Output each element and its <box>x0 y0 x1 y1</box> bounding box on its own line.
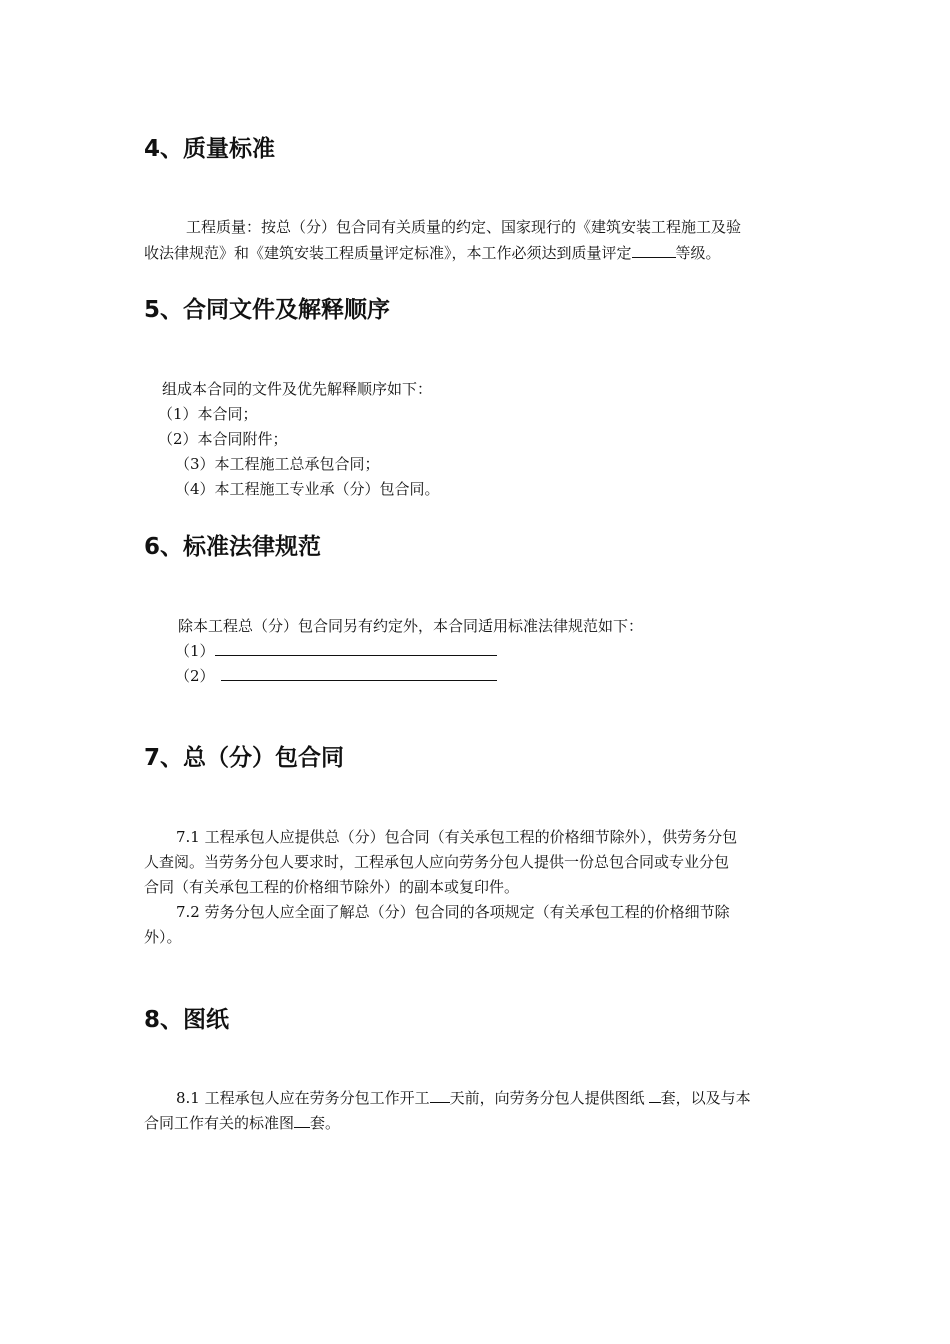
paragraph-line: 组成本合同的文件及优先解释顺序如下： <box>162 380 433 398</box>
paragraph-line: 合同（有关承包工程的价格细节除外）的副本或复印件。 <box>144 878 520 896</box>
paragraph-line: 人查阅。当劳务分包人要求时，工程承包人应向劳务分包人提供一份总包合同或专业分包 <box>144 853 730 871</box>
list-item-label: （2） <box>175 667 215 685</box>
paragraph-line <box>144 1110 340 1136</box>
paragraph-text: 套，以及与本 <box>660 1089 751 1107</box>
fill-in-blank[interactable] <box>632 240 676 258</box>
list-item <box>175 638 497 664</box>
list-item-label: （1） <box>175 642 215 660</box>
paragraph-line: 除本工程总（分）包合同另有约定外，本合同适用标准法律规范如下： <box>178 617 644 635</box>
paragraph-line <box>176 1085 751 1111</box>
fill-in-blank[interactable] <box>221 663 497 681</box>
section-heading-general-contract: 7、总（分）包合同 <box>144 745 345 771</box>
list-item: （2）本合同附件； <box>158 430 288 448</box>
paragraph-text: 合同工作有关的标准图 <box>144 1114 295 1132</box>
paragraph-line <box>144 240 721 266</box>
fill-in-blank[interactable] <box>294 1110 310 1128</box>
section-heading-drawings: 8、图纸 <box>144 1007 230 1033</box>
paragraph-text: 收法律规范》和《建筑安装工程质量评定标准》，本工作必须达到质量评定 <box>144 244 632 262</box>
list-item: （4）本工程施工专业承（分）包合同。 <box>175 480 440 498</box>
paragraph-line: 工程质量：按总（分）包合同有关质量的约定、国家现行的《建筑安装工程施工及验 <box>186 218 742 236</box>
section-heading-quality-standard: 4、质量标准 <box>144 136 276 162</box>
paragraph-text: 套。 <box>310 1114 341 1132</box>
paragraph-line: 7.2 劳务分包人应全面了解总（分）包合同的各项规定（有关承包工程的价格细节除 <box>176 903 730 921</box>
list-item: （1）本合同； <box>158 405 258 423</box>
section-heading-contract-documents: 5、合同文件及解释顺序 <box>144 297 391 323</box>
paragraph-text: 天前，向劳务分包人提供图纸 <box>449 1089 645 1107</box>
paragraph-text: 等级。 <box>675 244 721 262</box>
list-item <box>175 663 497 689</box>
paragraph-text: 8.1 工程承包人应在劳务分包工作开工 <box>176 1089 430 1107</box>
fill-in-blank[interactable] <box>215 638 497 656</box>
paragraph-line: 外）。 <box>144 928 182 946</box>
fill-in-blank[interactable] <box>649 1085 661 1103</box>
section-heading-standards: 6、标准法律规范 <box>144 534 322 560</box>
paragraph-line: 7.1 工程承包人应提供总（分）包合同（有关承包工程的价格细节除外），供劳务分包 <box>176 828 738 846</box>
list-item: （3）本工程施工总承包合同； <box>175 455 380 473</box>
fill-in-blank[interactable] <box>430 1085 450 1103</box>
